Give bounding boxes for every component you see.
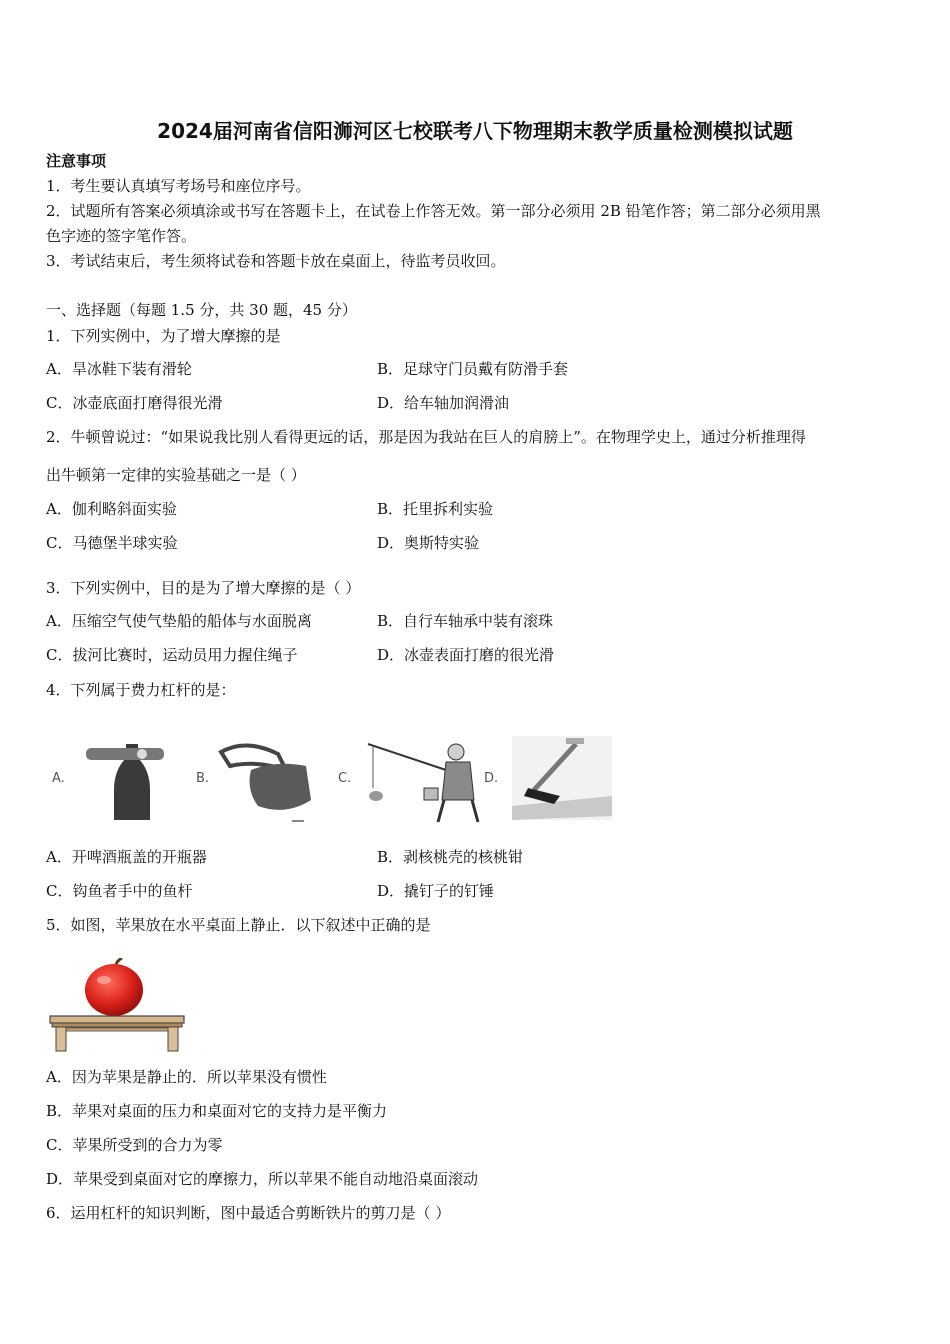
apple-on-table-figure bbox=[46, 958, 188, 1054]
notice-heading: 注意事项 bbox=[46, 152, 107, 170]
q1-option-d: D．给车轴加润滑油 bbox=[377, 394, 510, 412]
apple-icon bbox=[85, 958, 143, 1016]
nutcracker-figure bbox=[221, 745, 311, 822]
q2-stem-line1: 2．牛顿曾说过：“如果说我比别人看得更远的话，那是因为我站在巨人的肩膀上”。在物理学史上，通过分析推理得 bbox=[46, 428, 806, 446]
lever-figures bbox=[46, 730, 626, 830]
claw-hammer-figure bbox=[512, 736, 612, 820]
fig-label-c: C. bbox=[338, 771, 352, 786]
fig-label-d: D. bbox=[484, 771, 499, 786]
q4-option-c: C．钩鱼者手中的鱼杆 bbox=[46, 882, 193, 900]
table-icon bbox=[50, 1016, 184, 1051]
q2-option-a: A．伽利略斜面实验 bbox=[46, 500, 177, 518]
notice-item-2-cont: 色字迹的签字笔作答。 bbox=[46, 227, 197, 245]
section-heading: 一、选择题（每题 1.5 分，共 30 题，45 分） bbox=[46, 301, 357, 319]
q1-option-a: A．旱冰鞋下装有滑轮 bbox=[46, 360, 192, 378]
q3-option-b: B．自行车轴承中装有滚珠 bbox=[377, 612, 554, 630]
page-title: 2024届河南省信阳浉河区七校联考八下物理期末教学质量检测模拟试题 bbox=[157, 119, 793, 143]
q5-option-b: B．苹果对桌面的压力和桌面对它的支持力是平衡力 bbox=[46, 1102, 388, 1120]
q3-stem: 3．下列实例中，目的是为了增大摩擦的是（ ） bbox=[46, 579, 361, 597]
q2-stem-line2: 出牛顿第一定律的实验基础之一是（ ） bbox=[46, 466, 306, 484]
q4-option-a: A．开啤酒瓶盖的开瓶器 bbox=[46, 848, 207, 866]
q1-stem: 1．下列实例中，为了增大摩擦的是 bbox=[46, 327, 281, 345]
q4-option-d: D．撬钉子的钉锤 bbox=[377, 882, 495, 900]
q4-option-b: B．剥核桃壳的核桃钳 bbox=[377, 848, 524, 866]
fishing-rod-figure bbox=[368, 744, 478, 822]
q3-option-a: A．压缩空气使气垫船的船体与水面脱离 bbox=[46, 612, 312, 630]
notice-item-2: 2．试题所有答案必须填涂或书写在答题卡上，在试卷上作答无效。第一部分必须用 2B 铅笔作答；第二部分必须用黑 bbox=[46, 202, 821, 220]
q5-option-d: D．苹果受到桌面对它的摩擦力，所以苹果不能自动地沿桌面滚动 bbox=[46, 1170, 479, 1188]
q1-option-c: C．冰壶底面打磨得很光滑 bbox=[46, 394, 223, 412]
q5-figure bbox=[46, 958, 188, 1054]
q5-option-a: A．因为苹果是静止的．所以苹果没有惯性 bbox=[46, 1068, 327, 1086]
fig-label-a: A. bbox=[52, 771, 65, 786]
bottle-opener-figure bbox=[86, 744, 164, 820]
q2-option-b: B．托里拆利实验 bbox=[377, 500, 494, 518]
fig-label-b: B. bbox=[196, 771, 210, 786]
q4-stem: 4．下列属于费力杠杆的是： bbox=[46, 681, 236, 699]
q1-option-b: B．足球守门员戴有防滑手套 bbox=[377, 360, 569, 378]
q6-stem: 6．运用杠杆的知识判断，图中最适合剪断铁片的剪刀是（ ） bbox=[46, 1204, 451, 1222]
q2-option-d: D．奥斯特实验 bbox=[377, 534, 480, 552]
notice-item-1: 1．考生要认真填写考场号和座位序号。 bbox=[46, 177, 311, 195]
notice-item-3: 3．考试结束后，考生须将试卷和答题卡放在桌面上，待监考员收回。 bbox=[46, 252, 506, 270]
q3-option-c: C．拔河比赛时，运动员用力握住绳子 bbox=[46, 646, 298, 664]
q3-option-d: D．冰壶表面打磨的很光滑 bbox=[377, 646, 555, 664]
q2-option-c: C．马德堡半球实验 bbox=[46, 534, 178, 552]
q4-figure-strip bbox=[46, 730, 626, 830]
q5-stem: 5．如图，苹果放在水平桌面上静止．以下叙述中正确的是 bbox=[46, 916, 431, 934]
q5-option-c: C．苹果所受到的合力为零 bbox=[46, 1136, 223, 1154]
